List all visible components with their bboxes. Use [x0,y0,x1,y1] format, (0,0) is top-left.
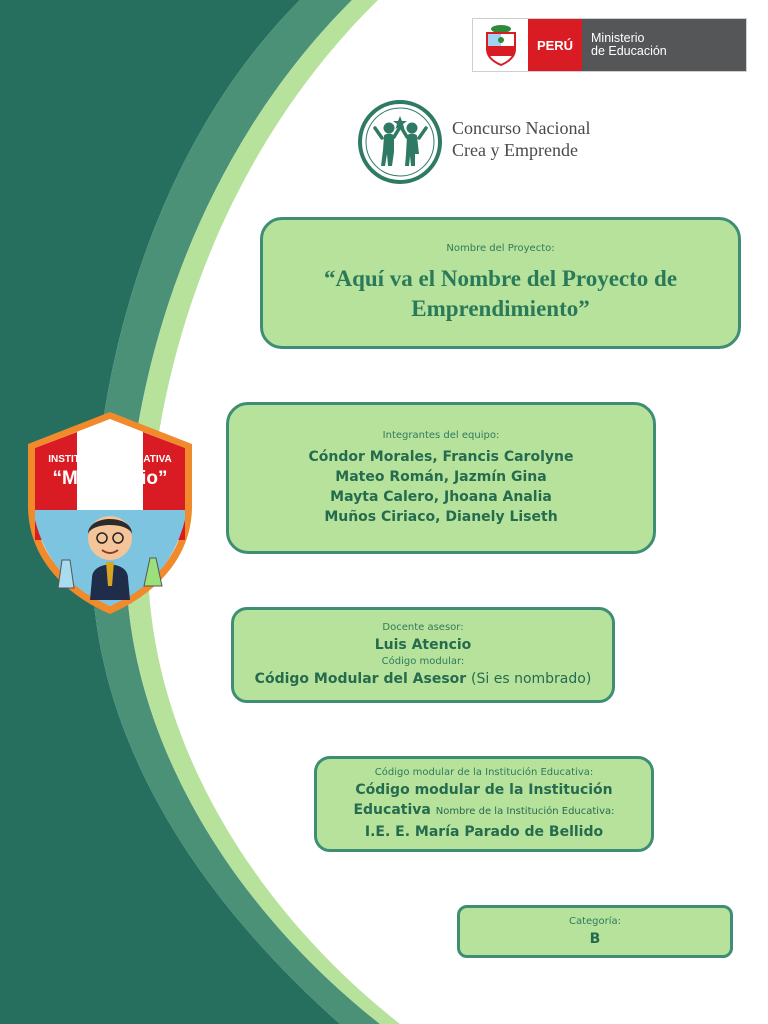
school-code-label: Código modular de la Institución Educativa: [374,767,594,778]
project-title: “Aquí va el Nombre del Proyecto de Emprendimiento” [323,266,678,321]
badge-year: 2022 [99,492,121,502]
ministry-line-1: Ministerio [591,31,645,45]
contest-name [452,117,590,161]
school-badge [22,410,198,616]
advisor-label: Docente asesor: [382,622,464,633]
minedu-logo [472,18,747,72]
category-label: Categoría: [568,915,622,927]
advisor-name: Luis Atencio [374,637,472,653]
two-people-star-icon [358,100,442,184]
project-name-label: Nombre del Proyecto: [446,243,555,254]
team-member: Mateo Román, Jazmín Gina [335,469,547,485]
team-member: Mayta Calero, Jhoana Analia [330,489,552,505]
school-code-value-line-2: Educativa [353,802,431,818]
team-member: Muños Ciriaco, Dianely Liseth [324,509,558,525]
advisor-code [234,669,612,689]
team-members-box [226,402,656,554]
team-member: Cóndor Morales, Francis Carolyne [308,449,574,465]
contest-name-line-2: Crea y Emprende [452,140,578,160]
ministry-line-2: de Educación [591,44,667,58]
badge-line-2: “Mi Colegio” [52,468,168,489]
team-label: Integrantes del equipo: [382,430,500,441]
advisor-code-value: Código Modular del Asesor [254,671,467,687]
school-name-value: I.E. E. María Parado de Bellido [364,824,604,840]
school-info-box [314,756,654,852]
advisor-code-label: Código modular: [381,656,465,667]
peru-coat-of-arms-icon [473,19,528,71]
school-code-line-2 [317,800,651,822]
advisor-code-note: (Si es nombrado) [471,671,592,687]
category-box [457,905,733,958]
shield-icon [22,410,198,616]
advisor-box [231,607,615,703]
peru-label: PERÚ [528,19,582,71]
badge-line-1: INSTITUCIÓN EDUCATIVA [48,454,172,465]
ministry-name [582,19,746,71]
project-name-box [260,217,741,349]
school-name-label: Nombre de la Institución Educativa: [435,806,615,817]
category-value: B [589,930,601,947]
contest-name-line-1: Concurso Nacional [452,118,591,138]
school-code-value-line-1: Código modular de la Institución [355,782,613,798]
